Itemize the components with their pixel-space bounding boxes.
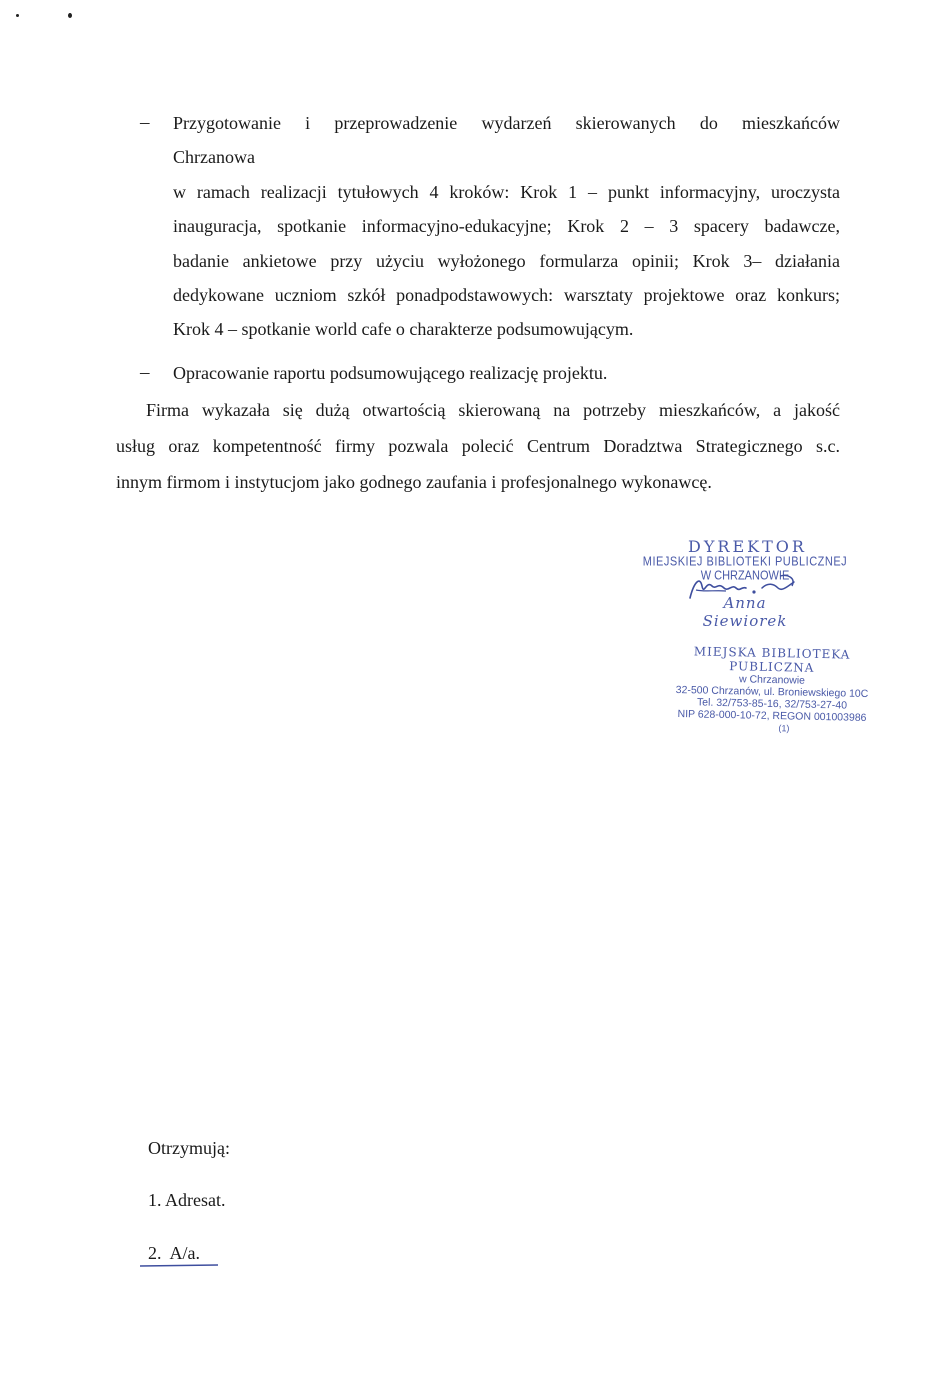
stamp-library-title: MIEJSKA BIBLIOTEKA PUBLICZNA <box>693 644 851 675</box>
text-line: Firma wykazała się dużą otwartością skierowaną na potrzeby mieszkańców, a jakość <box>146 400 840 420</box>
text-line: usług oraz kompetentność firmy pozwala polecić Centrum Doradztwa Strategicznego s.c. <box>116 436 840 456</box>
bullet-item-report <box>140 356 840 390</box>
bullet-dash: – <box>140 362 150 383</box>
text-line: dedykowane uczniom szkół ponadpodstawowych: warsztaty projektowe oraz konkurs; <box>173 285 840 306</box>
receivers-heading: Otrzymują: <box>148 1138 230 1158</box>
scan-dot-mark <box>68 13 72 18</box>
text-line: inauguracja, spotkanie informacyjno-edukacyjne; Krok 2 – 3 spacery badawcze, <box>173 216 840 237</box>
stamp-library-city: w Chrzanowie <box>738 673 806 687</box>
stamp-library-phone: Tel. 32/753-85-16, 32/753-27-40 <box>696 696 848 712</box>
stamp-director-city: W CHRZANOWIE <box>700 569 790 583</box>
text-line: innym firmom i instytucjom jako godnego zaufania i profesjonalnego wykonawcę. <box>116 472 712 492</box>
text-line: Krok 4 – spotkanie world cafe o charakterze podsumowującym. <box>173 319 634 340</box>
text-line: Opracowanie raportu podsumowującego realizację projektu. <box>173 363 608 383</box>
text-line: Chrzanowa <box>173 147 255 168</box>
stamp-library-address: 32-500 Chrzanów, ul. Broniewskiego 10C <box>675 683 869 701</box>
ink-underline <box>139 1264 219 1267</box>
stamp-library <box>660 646 884 734</box>
receiver-item: 2. A/a. <box>148 1243 200 1263</box>
bullet-text <box>173 106 840 347</box>
receiver-item: 1. Adresat. <box>148 1190 226 1210</box>
scan-dot-mark <box>16 14 19 17</box>
bullet-text <box>173 356 840 390</box>
text-line: w ramach realizacji tytułowych 4 kroków: Krok 1 – punkt informacyjny, uroczysta <box>173 181 840 202</box>
stamp-library-mark: (1) <box>778 723 790 734</box>
text-line: Przygotowanie i przeprowadzenie wydarzeń skierowanych do mieszkańców <box>173 113 840 133</box>
bullet-item-events <box>140 106 840 347</box>
stamp-director-title: DYREKTOR <box>688 537 807 556</box>
bullet-dash: – <box>140 112 150 133</box>
recommendation-paragraph <box>116 392 840 500</box>
stamp-library-ids: NIP 628-000-10-72, REGON 001003986 <box>677 708 867 724</box>
stamp-director-name: Anna Siewiorek <box>702 594 788 630</box>
stamp-director-institution: MIEJSKIEJ BIBLIOTEKI PUBLICZNEJ <box>642 555 848 569</box>
text-line: badanie ankietowe przy użyciu wyłożonego formularza opinii; Krok 3– działania <box>173 250 840 271</box>
